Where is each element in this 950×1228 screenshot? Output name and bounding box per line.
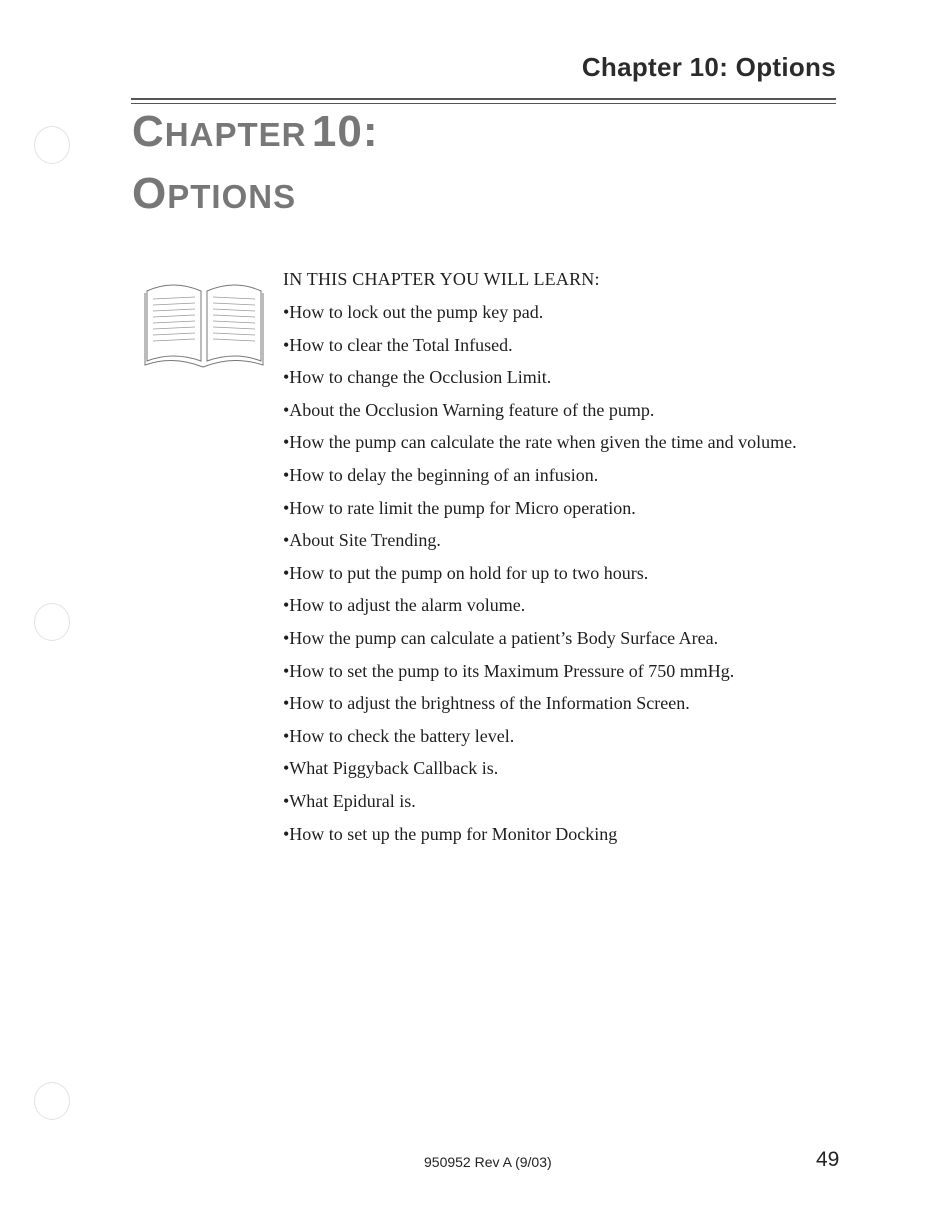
list-item: •How to delay the beginning of an infusion. (283, 464, 599, 485)
list-item: •How to set up the pump for Monitor Docking (283, 823, 618, 844)
list-item: •What Epidural is. (283, 790, 416, 811)
list-item: •How the pump can calculate the rate when given the time and volume. (283, 432, 797, 453)
chapter-title-line1: CHAPTER 10: (132, 107, 379, 156)
list-item: •How to adjust the alarm volume. (283, 595, 526, 616)
list-item: •How to change the Occlusion Limit. (283, 367, 552, 388)
list-item: •How to clear the Total Infused. (283, 334, 513, 355)
list-item: •How the pump can calculate a patient’s Body Surface Area. (283, 627, 719, 648)
open-book-icon (143, 275, 265, 371)
list-item: •How to set the pump to its Maximum Pressure of 750 mmHg. (283, 660, 735, 681)
list-item: •How to check the battery level. (283, 725, 515, 746)
header-rule (131, 98, 836, 100)
list-item: •About the Occlusion Warning feature of the pump. (283, 399, 655, 420)
page-number: 49 (816, 1148, 840, 1171)
learn-list (283, 299, 843, 853)
punch-hole (34, 1082, 70, 1120)
list-item: •How to rate limit the pump for Micro operation. (283, 497, 636, 518)
chapter-title-line2: OPTIONS (132, 169, 297, 218)
list-item: •How to lock out the pump key pad. (283, 302, 544, 322)
running-header: Chapter 10: Options (581, 52, 836, 82)
list-item: •How to adjust the brightness of the Information Screen. (283, 693, 690, 714)
punch-hole (34, 126, 70, 164)
header-rule-thin (131, 103, 836, 104)
footer-doc-number: 950952 Rev A (9/03) (424, 1154, 552, 1170)
punch-hole (34, 603, 70, 641)
list-item: •What Piggyback Callback is. (283, 758, 499, 779)
chapter-title (132, 106, 379, 230)
learn-heading: IN THIS CHAPTER YOU WILL LEARN: (283, 269, 600, 289)
list-item: •How to put the pump on hold for up to two hours. (283, 562, 649, 583)
learn-section (283, 266, 843, 853)
list-item: •About Site Trending. (283, 530, 441, 551)
